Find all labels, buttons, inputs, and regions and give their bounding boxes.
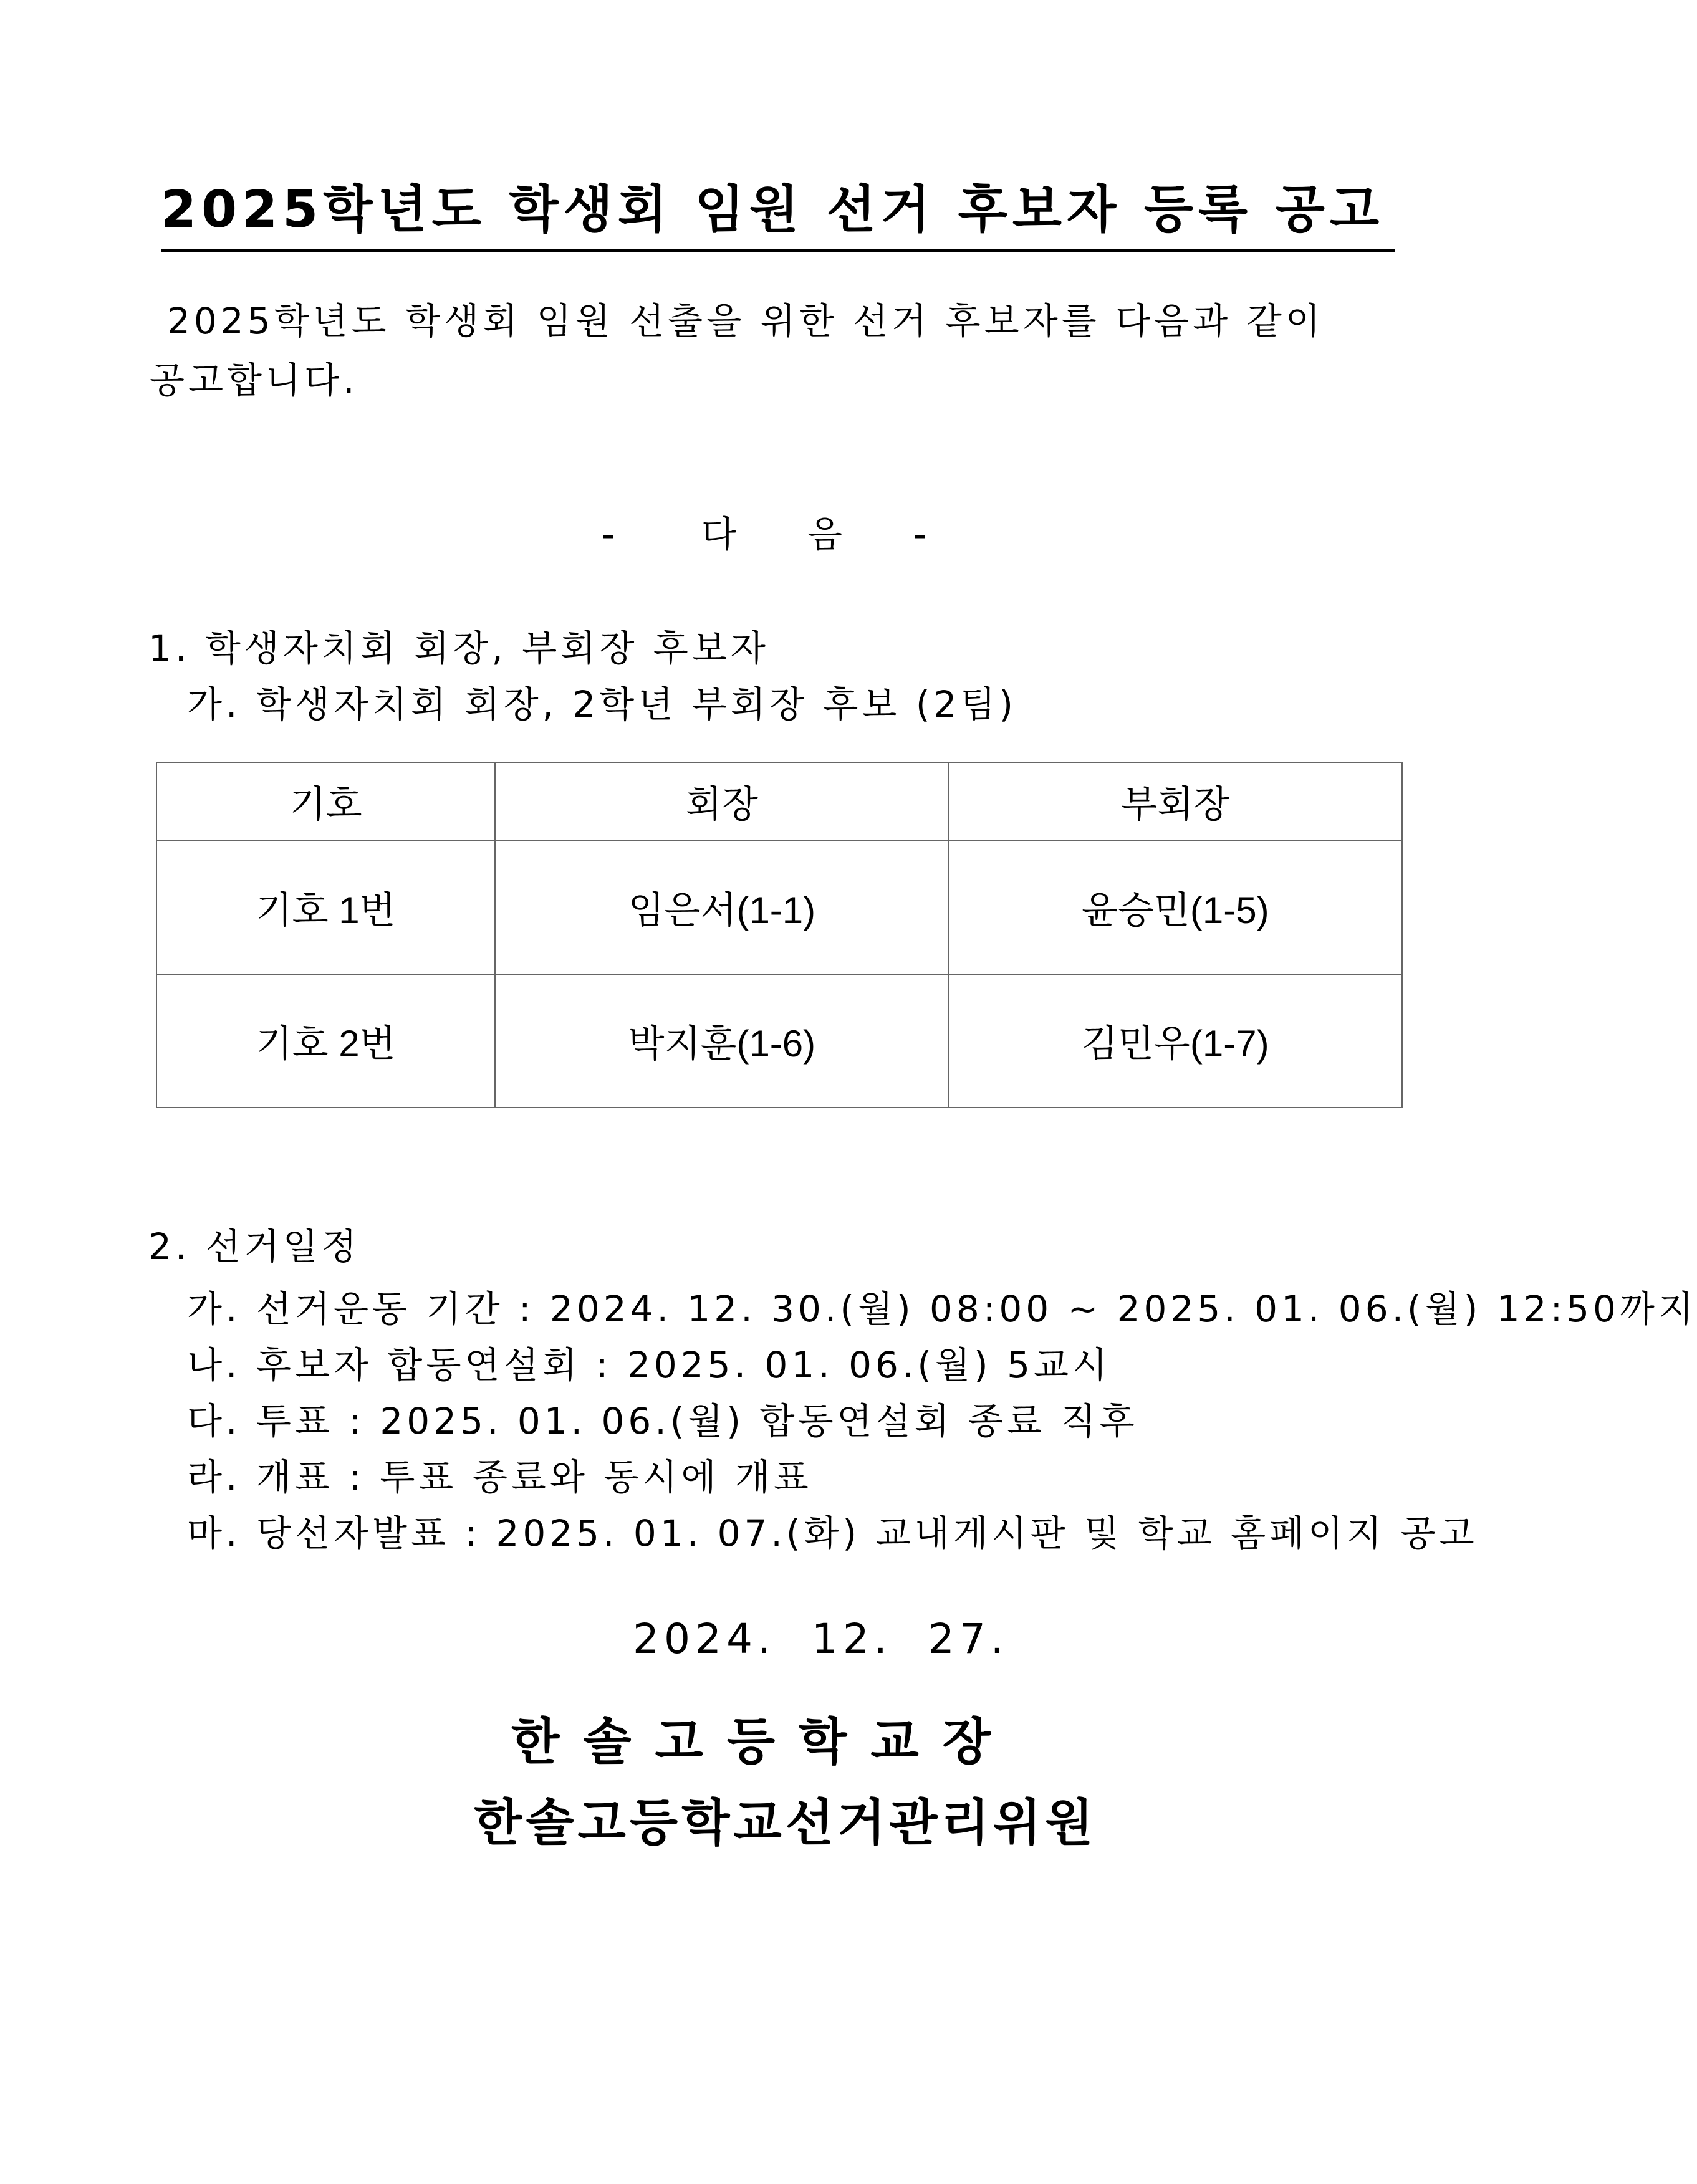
section1-subtitle: 가. 학생자치회 회장, 2학년 부회장 후보 (2팀)	[187, 683, 1017, 726]
schedule-item-announce: 마. 당선자발표 : 2025. 01. 07.(화) 교내게시판 및 학교 홈페이지 공고	[187, 1512, 1478, 1554]
next-heading-dash-left: -	[602, 513, 618, 555]
candidate-table	[156, 762, 1403, 1108]
cell-vice-president: 김민우(1-7)	[949, 974, 1402, 1108]
table-header-row	[156, 762, 1402, 841]
document-title: 2025학년도 학생회 임원 선거 후보자 등록 공고	[161, 176, 1395, 252]
table-row	[156, 974, 1402, 1108]
header-president: 회장	[495, 762, 948, 841]
table-row	[156, 841, 1402, 974]
issuer-principal: 한솔고등학교장	[511, 1713, 1014, 1771]
section1-title: 1. 학생자치회 회장, 부회장 후보자	[148, 627, 769, 669]
schedule-item-speech: 나. 후보자 합동연설회 : 2025. 01. 06.(월) 5교시	[187, 1344, 1112, 1386]
next-heading	[602, 505, 930, 557]
next-heading-char-2: 음	[807, 513, 847, 555]
document-date: 2024. 12. 27.	[633, 1615, 1009, 1663]
intro-line-1: 2025학년도 학생회 임원 선출을 위한 선거 후보자를 다음과 같이	[167, 300, 1324, 342]
header-number: 기호	[156, 762, 495, 841]
intro-line-2: 공고합니다.	[150, 359, 358, 401]
next-heading-char-1: 다	[701, 513, 741, 555]
issuer-election-committee: 한솔고등학교선거관리위원	[474, 1794, 1097, 1852]
cell-number: 기호 2번	[156, 974, 495, 1108]
cell-number: 기호 1번	[156, 841, 495, 974]
header-vice-president: 부회장	[949, 762, 1402, 841]
cell-president: 임은서(1-1)	[495, 841, 948, 974]
cell-president: 박지훈(1-6)	[495, 974, 948, 1108]
schedule-item-vote: 다. 투표 : 2025. 01. 06.(월) 합동연설회 종료 직후	[187, 1400, 1138, 1442]
next-heading-dash-right: -	[913, 513, 930, 555]
schedule-item-count: 라. 개표 : 투표 종료와 동시에 개표	[187, 1456, 812, 1498]
section2-title: 2. 선거일정	[148, 1225, 360, 1268]
schedule-item-campaign: 가. 선거운동 기간 : 2024. 12. 30.(월) 08:00 ~ 2025. 01. 06.(월) 12:50까지	[187, 1288, 1697, 1330]
cell-vice-president: 윤승민(1-5)	[949, 841, 1402, 974]
